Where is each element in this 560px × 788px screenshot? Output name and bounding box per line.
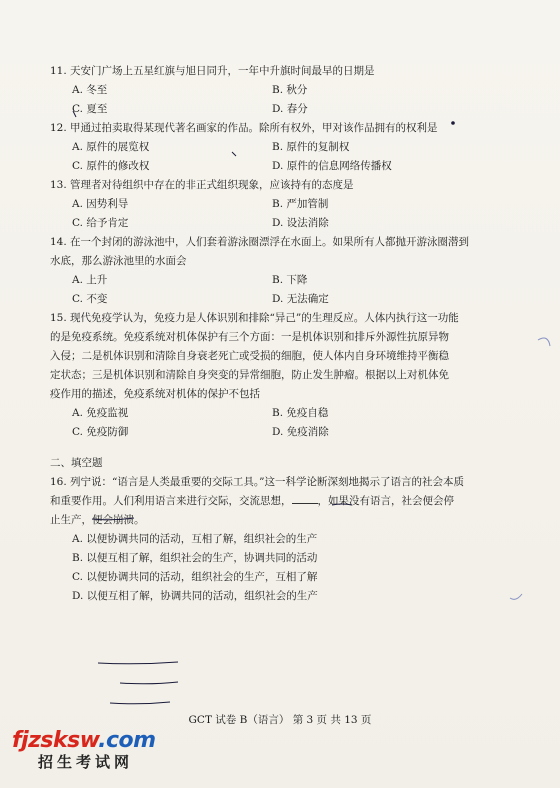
question-text: 管理者对待组织中存在的非正式组织现象，应该持有的态度是: [70, 179, 354, 191]
option-a: A. 原件的展览权: [72, 141, 150, 153]
question-text-line: 定状态；三是机体识别和清除自身突变的异常细胞，防止发生肿瘤。根据以上对机体免: [50, 369, 449, 381]
option-row: [50, 138, 510, 157]
question-16: [50, 473, 510, 606]
option-b: B. 严加管制: [272, 198, 329, 210]
fill-in-blank: [292, 493, 318, 504]
option-row: [50, 404, 510, 423]
page-footer: GCT 试卷 B（语言） 第 3 页 共 13 页: [188, 714, 372, 726]
question-13: [50, 176, 510, 233]
option-d: D. 春分: [272, 103, 308, 115]
question-number: 12.: [50, 122, 67, 134]
option-row: [50, 195, 510, 214]
option-d: D. 设法消除: [272, 217, 329, 229]
question-12: [50, 119, 510, 176]
option-c: C. 夏至: [72, 103, 108, 115]
question-text-line: 入侵；二是机体识别和清除自身衰老死亡或受损的细胞，使人体内自身环境维持平衡稳: [50, 350, 449, 362]
option-c: C. 免疫防御: [72, 426, 129, 438]
option-a: A. 冬至: [72, 84, 108, 96]
logo-suffix-text: .com: [98, 728, 156, 753]
option-row: [50, 271, 510, 290]
option-a: A. 因势利导: [72, 198, 129, 210]
option-a: A. 免疫监视: [72, 407, 129, 419]
option-row: [50, 214, 510, 233]
question-14: [50, 233, 510, 309]
logo-main-text: fjzsksw: [12, 728, 99, 753]
question-text-line: 和重要作用。人们利用语言来进行交际，交流思想，: [50, 495, 292, 507]
option-c: C. 给予肯定: [72, 217, 129, 229]
question-text: 甲通过拍卖取得某现代著名画家的作品。除所有权外，甲对该作品拥有的权利是: [70, 122, 438, 134]
section-title: 二、填空题: [50, 457, 103, 469]
site-logo: [12, 728, 192, 784]
question-number: 11.: [50, 65, 67, 77]
option-row: [50, 157, 510, 176]
question-11: [50, 62, 510, 119]
option-b: B. 下降: [272, 274, 308, 286]
question-text-line: 疫作用的描述，免疫系统对机体的保护不包括: [50, 388, 260, 400]
question-text-line: 列宁说：“语言是人类最重要的交际工具。”这一科学论断深刻地揭示了语言的社会本质: [70, 476, 465, 488]
question-list: [50, 62, 510, 606]
option-d: D. 免疫消除: [272, 426, 329, 438]
option-c: C. 不变: [72, 293, 108, 305]
question-text-line: ，如果没有语言，社会便会停: [317, 495, 454, 507]
option-b: B. 免疫自稳: [272, 407, 329, 419]
question-text-line: 现代免疫学认为，免疫力是人体识别和排除“异己”的生理反应。人体内执行这一功能: [70, 312, 459, 324]
option-row: [50, 81, 510, 100]
option-a: A. 以便协调共同的活动，互相了解，组织社会的生产: [72, 533, 318, 545]
option-c: C. 以便协调共同的活动，组织社会的生产，互相了解: [72, 571, 318, 583]
option-d: D. 以便互相了解，协调共同的活动，组织社会的生产: [72, 590, 318, 602]
question-text-line1: 在一个封闭的游泳池中，人们套着游泳圈漂浮在水面上。如果所有人都抛开游泳圈潜到: [70, 236, 470, 248]
option-c: C. 原件的修改权: [72, 160, 150, 172]
option-a: A. 上升: [72, 274, 108, 286]
question-number: 13.: [50, 179, 67, 191]
question-number: 14.: [50, 236, 67, 248]
question-number: 16.: [50, 476, 67, 488]
question-text-line: 的是免疫系统。免疫系统对机体保护有三个方面：一是机体识别和排斥外源性抗原异物: [50, 331, 449, 343]
logo-subtitle: 招生考试网: [38, 753, 134, 771]
question-number: 15.: [50, 312, 67, 324]
option-b: B. 秋分: [272, 84, 308, 96]
question-text-line2: 水底，那么游泳池里的水面会: [50, 255, 187, 267]
option-row: [50, 100, 510, 119]
question-15: [50, 309, 510, 442]
option-d: D. 无法确定: [272, 293, 329, 305]
option-b: B. 以便互相了解，组织社会的生产，协调共同的活动: [72, 552, 318, 564]
option-d: D. 原件的信息网络传播权: [272, 160, 392, 172]
question-text: 天安门广场上五星红旗与旭日同升，一年中升旗时间最早的日期是: [70, 65, 375, 77]
option-row: [50, 423, 510, 442]
option-row: [50, 290, 510, 309]
option-b: B. 原件的复制权: [272, 141, 350, 153]
question-text-line: 止生产，便会崩溃。: [50, 514, 145, 526]
